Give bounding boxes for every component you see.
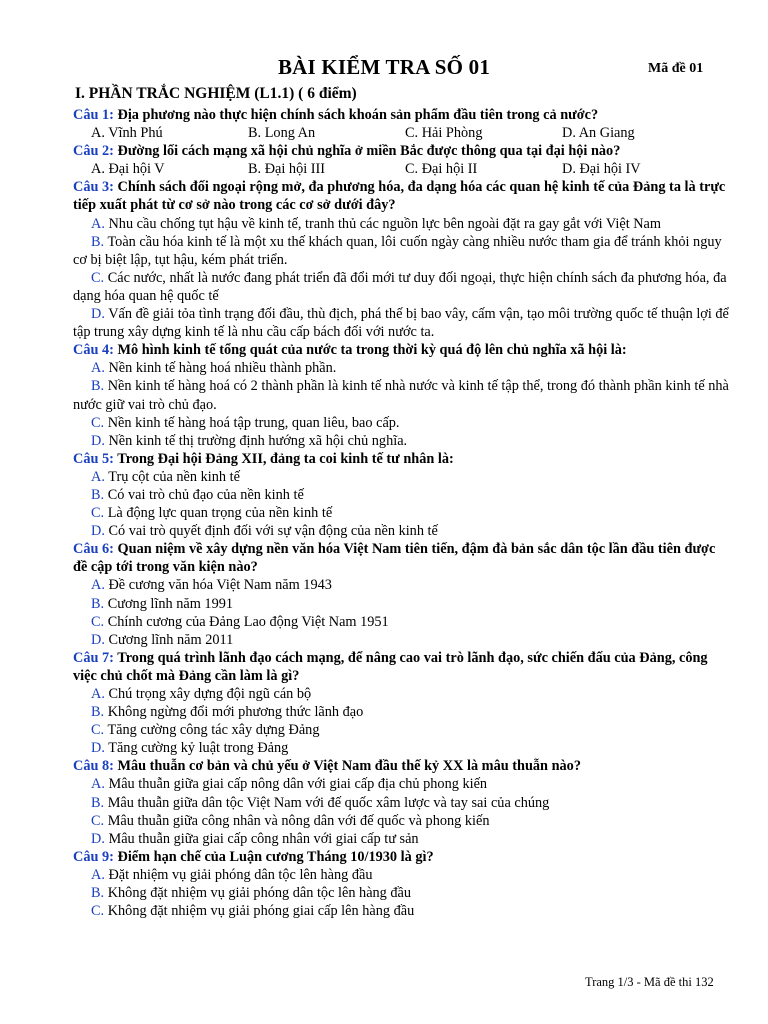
- option: C. Là động lực quan trọng của nền kinh tế: [91, 505, 333, 522]
- option: D. Cương lĩnh năm 2011: [91, 631, 234, 648]
- question-list: [73, 106, 733, 920]
- option: C. Các nước, nhất là nước đang phát triển đã đổi mới tư duy đối ngoại, thực hiện chính sách đa phương hóa, đa dạng hóa quan hệ quốc tế: [73, 269, 727, 304]
- option: B. Long An: [248, 125, 316, 142]
- question: Câu 8: Mâu thuẫn cơ bản và chủ yếu ở Việt Nam đầu thế kỷ XX là mâu thuẫn nào?: [73, 758, 581, 775]
- option: D. An Giang: [562, 125, 635, 142]
- option: C. Chính cương của Đảng Lao động Việt Nam 1951: [91, 613, 389, 630]
- option: A. Đặt nhiệm vụ giải phóng dân tộc lên hàng đầu: [91, 866, 373, 883]
- question: Câu 1: Địa phương nào thực hiện chính sách khoán sản phẩm đầu tiên trong cả nước?: [73, 107, 599, 123]
- exam-code: Mã đề 01: [648, 61, 704, 76]
- option: D. Nền kinh tế thị trường định hướng xã hội chủ nghĩa.: [91, 432, 408, 449]
- option: D. Tăng cường kỷ luật trong Đảng: [91, 740, 289, 757]
- option: A. Mâu thuẫn giữa giai cấp nông dân với giai cấp địa chủ phong kiến: [91, 776, 488, 793]
- option: B. Nền kinh tế hàng hoá có 2 thành phần là kinh tế nhà nước và kinh tế tập thể, trong đó thành phần kinh tế nhà nước giữ vai trò chủ đạo.: [73, 378, 729, 413]
- option: B. Mâu thuẫn giữa dân tộc Việt Nam với đế quốc xâm lược và tay sai của chúng: [91, 794, 550, 811]
- option: C. Hải Phòng: [405, 125, 483, 142]
- option: D. Vấn đề giải tỏa tình trạng đối đầu, thù địch, phá thế bị bao vây, cấm vận, tạo môi trường quốc tế thuận lợi để tập trung xây dựng kinh tế là nhu cầu cấp bách đối với nước ta.: [73, 306, 729, 341]
- question: Câu 3: Chính sách đối ngoại rộng mở, đa phương hóa, đa dạng hóa các quan hệ kinh tế của Đảng ta là trực tiếp xuất phát từ cơ sở nào trong các cơ sở dưới đây?: [73, 179, 726, 214]
- option: D. Đại hội IV: [562, 161, 641, 178]
- question: Câu 2: Đường lối cách mạng xã hội chủ nghĩa ở miền Bắc được thông qua tại đại hội nào?: [73, 143, 621, 160]
- option: C. Đại hội II: [405, 161, 478, 178]
- question: Câu 7: Trong quá trình lãnh đạo cách mạng, để nâng cao vai trò lãnh đạo, sức chiến đấu của Đảng, công việc chủ chốt mà Đảng cần làm là gì?: [73, 649, 708, 684]
- question: Câu 6: Quan niệm về xây dựng nền văn hóa Việt Nam tiên tiến, đậm đà bản sắc dân tộc lần đầu tiên được đề cập tới trong văn kiện nào?: [73, 541, 716, 576]
- option-row: [73, 160, 733, 178]
- option: C. Nền kinh tế hàng hoá tập trung, quan liêu, bao cấp.: [91, 414, 400, 431]
- question: Câu 9: Điểm hạn chế của Luận cương Tháng 10/1930 là gì?: [73, 848, 434, 865]
- question: Câu 5: Trong Đại hội Đảng XII, đảng ta coi kinh tế tư nhân là:: [73, 450, 454, 467]
- option: C. Không đặt nhiệm vụ giải phóng giai cấp lên hàng đầu: [91, 903, 415, 920]
- option: B. Đại hội III: [248, 161, 326, 178]
- option: B. Có vai trò chủ đạo của nền kinh tế: [91, 486, 304, 503]
- option: A. Nhu cầu chống tụt hậu về kinh tế, tranh thủ các nguồn lực bên ngoài đặt ra gay gắt với Việt Nam: [91, 215, 662, 232]
- option: A. Trụ cột của nền kinh tế: [91, 468, 240, 485]
- option-row: [73, 124, 733, 142]
- option: A. Nền kinh tế hàng hoá nhiều thành phần.: [91, 360, 337, 377]
- option: B. Toàn cầu hóa kinh tế là một xu thế khách quan, lôi cuốn ngày càng nhiều nước tham gia để tránh khỏi nguy cơ bị biệt lập, tụt hậu, kém phát triển.: [73, 233, 722, 268]
- option: D. Có vai trò quyết định đối với sự vận động của nền kinh tế: [91, 523, 438, 540]
- option: C. Tăng cường công tác xây dựng Đảng: [91, 722, 320, 739]
- section-heading: I. PHẦN TRẮC NGHIỆM (L1.1) ( 6 điểm): [75, 85, 357, 102]
- option: A. Đề cương văn hóa Việt Nam năm 1943: [91, 577, 332, 594]
- option: B. Không đặt nhiệm vụ giải phóng dân tộc lên hàng đầu: [91, 885, 412, 902]
- option: A. Chú trọng xây dựng đội ngũ cán bộ: [91, 686, 312, 702]
- option: A. Vĩnh Phú: [91, 125, 163, 142]
- page-footer: Trang 1/3 - Mã đề thi 132: [585, 975, 714, 989]
- option: D. Mâu thuẫn giữa giai cấp công nhân với giai cấp tư sản: [91, 830, 419, 847]
- option: B. Không ngừng đổi mới phương thức lãnh đạo: [91, 704, 364, 721]
- option: A. Đại hội V: [91, 161, 165, 178]
- option: C. Mâu thuẫn giữa công nhân và nông dân với đế quốc và phong kiến: [91, 812, 490, 829]
- question: Câu 4: Mô hình kinh tế tổng quát của nước ta trong thời kỳ quá độ lên chủ nghĩa xã hội là:: [73, 342, 627, 359]
- exam-title: BÀI KIỂM TRA SỐ 01: [277, 55, 491, 79]
- option: B. Cương lĩnh năm 1991: [91, 595, 234, 612]
